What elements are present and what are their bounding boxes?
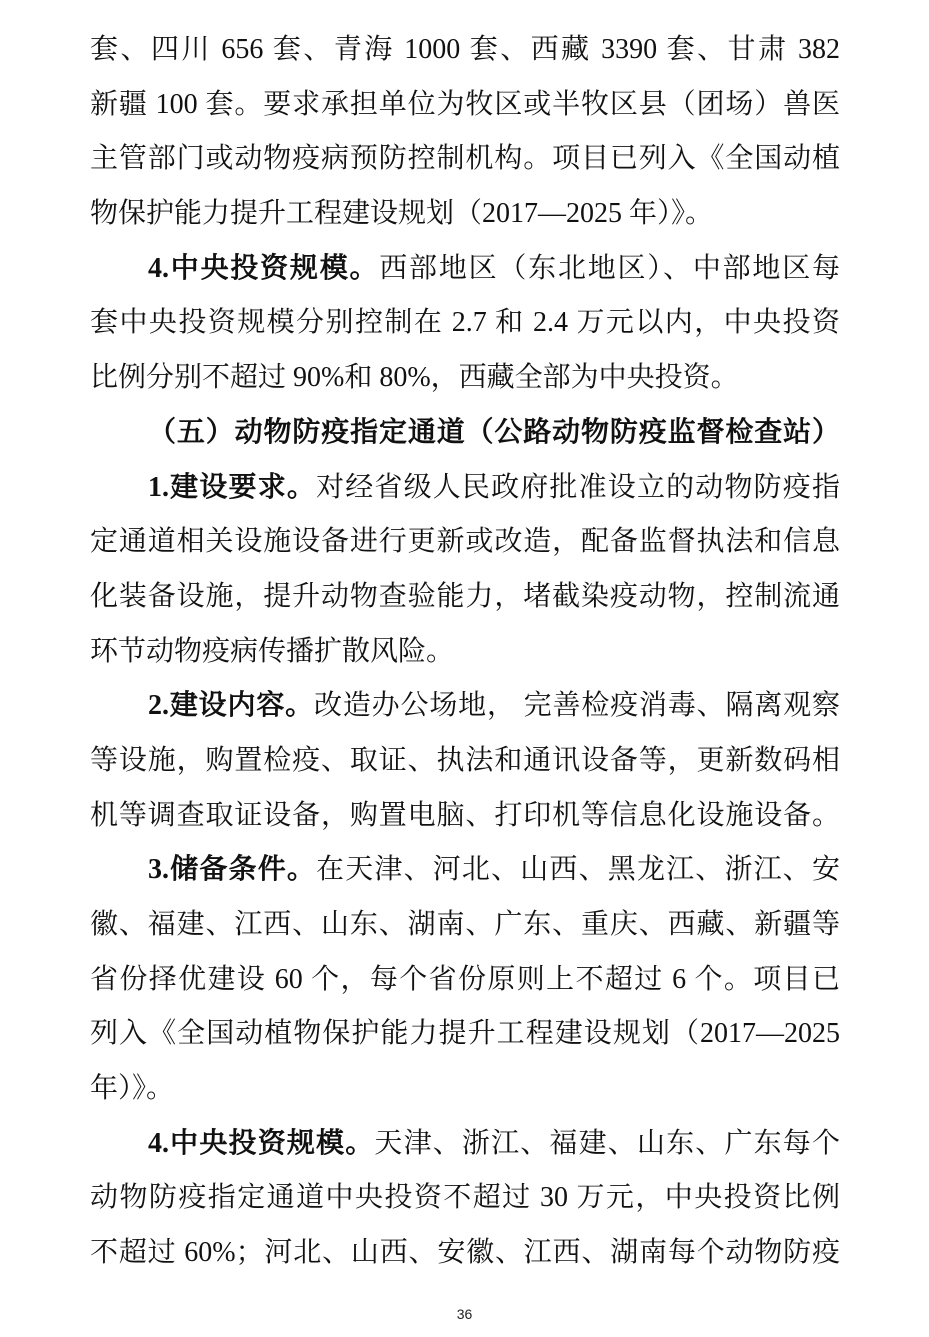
text-line: 物保护能力提升工程建设规划（2017—2025 年）》。 xyxy=(90,198,714,230)
paragraph-lead: 1.建设要求。 xyxy=(148,471,317,503)
text-run: 改造办公场地， 完善检疫消毒、隔离观察 xyxy=(314,690,840,722)
text-line: 省份择优建设 60 个，每个省份原则上不超过 6 个。项目已 xyxy=(90,963,840,995)
text-line: 机等调查取证设备，购置电脑、打印机等信息化设施设备。 xyxy=(90,799,840,831)
text-line: 化装备设施，提升动物查验能力，堵截染疫动物，控制流通 xyxy=(90,580,840,612)
section-heading: （五）动物防疫指定通道（公路动物防疫监督检查站） xyxy=(148,416,840,448)
text-line: 主管部门或动物疫病预防控制机构。项目已列入《全国动植 xyxy=(90,143,840,175)
paragraph-construction-requirements xyxy=(90,461,840,680)
paragraph-investment-scale-west xyxy=(90,242,840,406)
paragraph-lead: 4.中央投资规模。 xyxy=(148,1127,375,1159)
paragraph-continuation xyxy=(90,23,840,242)
document-body xyxy=(90,23,840,1281)
text-line: 年）》。 xyxy=(90,1073,175,1105)
paragraph-investment-scale-checkpoints xyxy=(90,1117,840,1281)
text-run: 在天津、河北、山西、黑龙江、浙江、安 xyxy=(316,854,840,886)
text-run: 对经省级人民政府批准设立的动物防疫指 xyxy=(316,471,840,503)
text-line: 新疆 100 套。要求承担单位为牧区或半牧区县（团场）兽医 xyxy=(90,88,840,120)
text-line xyxy=(90,679,840,734)
paragraph-reserve-conditions xyxy=(90,843,840,1116)
text-line: 列入《全国动植物保护能力提升工程建设规划（2017—2025 xyxy=(90,1018,840,1050)
paragraph-lead: 4.中央投资规模。 xyxy=(148,252,380,284)
text-line: 定通道相关设施设备进行更新或改造，配备监督执法和信息 xyxy=(90,526,840,558)
text-line xyxy=(90,843,840,898)
text-run: 西部地区（东北地区）、中部地区每 xyxy=(379,252,840,284)
text-line: 套、四川 656 套、青海 1000 套、西藏 3390 套、甘肃 382 xyxy=(90,34,840,65)
page-number: 36 xyxy=(456,1306,473,1322)
text-line: 比例分别不超过 90%和 80%，西藏全部为中央投资。 xyxy=(90,362,739,394)
text-line xyxy=(90,461,840,516)
text-line xyxy=(90,1117,840,1172)
paragraph-construction-content xyxy=(90,679,840,843)
paragraph-lead: 2.建设内容。 xyxy=(148,690,314,722)
text-line: 徽、福建、江西、山东、湖南、广东、重庆、西藏、新疆等 xyxy=(90,909,840,940)
paragraph-lead: 3.储备条件。 xyxy=(148,854,317,886)
text-line: 动物防疫指定通道中央投资不超过 30 万元，中央投资比例 xyxy=(90,1182,840,1214)
text-line: 套中央投资规模分别控制在 2.7 和 2.4 万元以内，中央投资 xyxy=(90,307,840,339)
text-line: 等设施，购置检疫、取证、执法和通讯设备等，更新数码相 xyxy=(90,744,840,776)
text-line xyxy=(90,242,840,297)
text-line: 不超过 60%；河北、山西、安徽、江西、湖南每个动物防疫 xyxy=(90,1237,840,1269)
text-run: 天津、浙江、福建、山东、广东每个 xyxy=(374,1127,840,1159)
text-line: 环节动物疫病传播扩散风险。 xyxy=(90,635,455,667)
